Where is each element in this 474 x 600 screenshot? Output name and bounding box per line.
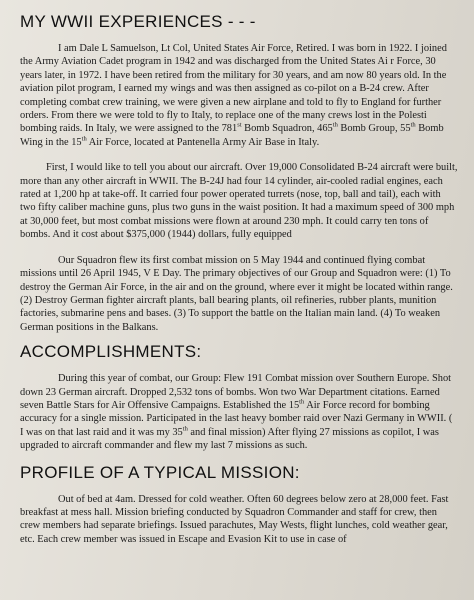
ordinal-suffix: th: [332, 121, 338, 129]
heading-wwii-experiences: MY WWII EXPERIENCES - - -: [20, 12, 256, 31]
heading-accomplishments: ACCOMPLISHMENTS:: [20, 342, 202, 362]
paragraph-text: Bomb Wing in the 15: [20, 123, 444, 148]
ordinal-suffix: th: [81, 135, 87, 143]
ordinal-suffix: th: [299, 398, 305, 406]
paragraph-text: Bomb Squadron, 465: [241, 123, 333, 135]
ordinal-suffix: th: [182, 425, 188, 433]
heading-typical-mission: PROFILE OF A TYPICAL MISSION:: [20, 462, 300, 482]
paragraph-text: During this year of combat, our Group: Flew 191 Combat mission over Southern Europe. Shot down 23 German aircraft. Dropped 2,532 tons of bombs. Won two War Department citations. Earned seven Battle Stars for Air Offensive Campaigns. Established the 15: [20, 373, 452, 411]
paragraph-text: Bomb Group, 55: [337, 123, 411, 135]
ordinal-suffix: th: [410, 121, 416, 129]
paragraph-text: I am Dale L Samuelson, Lt Col, United States Air Force, Retired. I was born in 1922. I joined the Army Aviation Cadet program in 1942 and was discharged from the United States Ai r Force, 30 years later, in 1972. I have been retired from the military for 30 years, and am now 80 years old. In the aviation pilot program, I earned my wings and was then assigned as co-pilot on a B-24 crew. After completing combat crew training, we were given a new airplane and told to fly to England for further orders. From there we were told to fly to Italy, to replace one of the many crews lost in the Polesti bombing raids. In Italy, we were assigned to the 781: [20, 43, 447, 135]
paragraph-introduction: [20, 42, 458, 149]
paragraph-text: and final mission) After flying 27 missions as copilot, I was upgraded to aircraft commander and flew my last 7 missions as such.: [20, 426, 439, 452]
paragraph-text: Air Force, located at Pantenella Army Air Base in Italy.: [86, 136, 320, 148]
paragraph-typical-mission: Out of bed at 4am. Dressed for cold weather. Often 60 degrees below zero at 28,000 feet. Fast breakfast at mess hall. Mission briefing conducted by Squadron Commander and staff for crew, then crew members had separate briefings. Issued parachutes, May Wests, flight lunches, cold weather gear, etc. Each crew member was issued in Escape and Evasion Kit to use in case of: [20, 493, 449, 545]
paragraph-squadron-objectives: Our Squadron flew its first combat mission on 5 May 1944 and continued flying combat missions until 26 April 1945, V E Day. The primary objectives of our Group and Squadron were: (1) To destroy the German Air Force, in the air and on the ground, where ever it might be located within range. (2) Destroy German fighter aircraft plants, ball bearing plants, oil refineries, rubber plants, munition factories, submarine pens and bases. (3) To support the battle on the Italian main land. (4) To weaken German positions in the Balkans.: [20, 254, 453, 333]
paragraph-aircraft: First, I would like to tell you about our aircraft. Over 19,000 Consolidated B-24 aircraft were built, more than any other aircraft in WWII. The B-24J had four 14 cylinder, air-cooled radial engines, each rated at 1,200 hp at take-off. It carried four power operated turrets (nose, top, ball and tail), each with two fifty caliber machine guns, plus two guns in the waist position. It had a maximum speed of 300 mph at 30,000 feet, but most combat missions were flown at around 230 mph. It could carry ten tons of bombs. And it cost about $375,000 (1944) dollars, fully equipped: [20, 162, 458, 241]
ordinal-suffix: st: [237, 121, 242, 129]
paragraph-accomplishments: [20, 372, 458, 452]
paragraph-text: Air Force record for bombing accuracy for a single mission. Participated in the last heavy bomber raid over Nazi Germany in WWII. ( I was on that last raid and it was my 35: [20, 399, 453, 438]
